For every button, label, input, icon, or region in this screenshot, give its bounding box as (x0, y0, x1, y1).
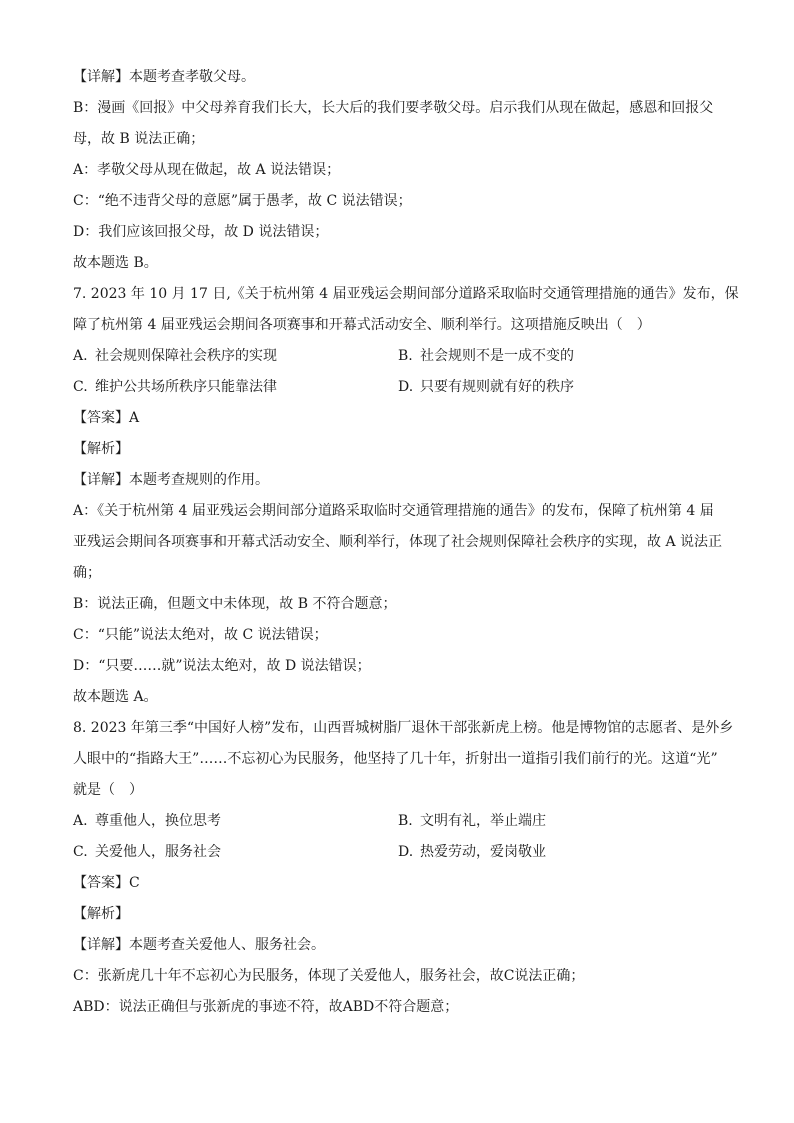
q6-detail-b-line2: 母，故 B 说法正确； (73, 131, 205, 147)
q8-stem-line3: 就是（ ） (73, 782, 143, 798)
q6-conclusion: 故本题选 B。 (73, 255, 158, 271)
q6-detail-a: A：孝敬父母从现在做起，故 A 说法错误； (73, 162, 341, 178)
q6-detail-intro: 【详解】本题考查孝敬父母。 (73, 69, 255, 85)
q7-detail-a-line1: A：《关于杭州第 4 届亚残运会期间部分道路采取临时交通管理措施的通告》的发布，保障了杭州第 4 届 (73, 503, 714, 519)
q7-detail-b: B：说法正确，但题文中未体现，故 B 不符合题意； (73, 596, 397, 612)
q7-detail-d: D：“只要……就”说法太绝对，故 D 说法错误； (73, 658, 371, 674)
q8-option-d-key: D. (398, 844, 414, 860)
q7-stem-line1: 7. 2023 年 10 月 17 日,《关于杭州第 4 届亚残运会期间部分道路采取临时交通管理措施的通告》发布，保 (73, 286, 739, 302)
q8-option-a (73, 806, 398, 837)
q8-option-b-key: B. (398, 813, 413, 829)
q7-option-d (398, 372, 723, 403)
q8-option-d (398, 837, 723, 868)
q7-conclusion: 故本题选 A。 (73, 689, 158, 705)
q8-options-row1 (73, 806, 723, 837)
q6-detail-c: C：“绝不违背父母的意愿”属于愚孝，故 C 说法错误； (73, 193, 412, 209)
q8-option-b-text: 文明有礼，举止端庄 (420, 813, 546, 829)
q8-options-row2 (73, 837, 723, 868)
q6-detail-d: D：我们应该回报父母，故 D 说法错误； (73, 224, 329, 240)
q8-option-c-key: C. (73, 844, 88, 860)
q8-option-a-text: 尊重他人，换位思考 (95, 813, 221, 829)
q8-option-c (73, 837, 398, 868)
q8-option-c-text: 关爱他人，服务社会 (95, 844, 221, 860)
q7-option-b-text: 社会规则不是一成不变的 (420, 348, 574, 364)
q7-options-row1 (73, 341, 723, 372)
q7-answer: 【答案】A (73, 410, 140, 426)
q8-stem-line2: 人眼中的“指路大王”……不忘初心为民服务，他坚持了几十年，折射出一道指引我们前行的光。这道“光” (73, 751, 718, 767)
q7-option-b-key: B. (398, 348, 413, 364)
q7-option-d-key: D. (398, 379, 414, 395)
q7-detail-intro: 【详解】本题考查规则的作用。 (73, 472, 269, 488)
q8-detail-c: C：张新虎几十年不忘初心为民服务，体现了关爱他人，服务社会，故C说法正确； (73, 968, 585, 984)
q8-analysis-heading: 【解析】 (73, 906, 129, 922)
q7-option-a (73, 341, 398, 372)
q7-options-row2 (73, 372, 723, 403)
q7-option-a-key: A. (73, 348, 88, 364)
document-page (73, 62, 739, 1023)
q8-detail-intro: 【详解】本题考查关爱他人、服务社会。 (73, 937, 325, 953)
q7-option-b (398, 341, 723, 372)
q7-stem-line2: 障了杭州第 4 届亚残运会期间各项赛事和开幕式活动安全、顺利举行。这项措施反映出（ ） (73, 317, 651, 333)
q8-option-b (398, 806, 723, 837)
q8-answer: 【答案】C (73, 875, 140, 891)
q7-detail-a-line3: 确； (73, 565, 101, 581)
q7-option-c (73, 372, 398, 403)
q7-option-d-text: 只要有规则就有好的秩序 (420, 379, 574, 395)
q8-stem-line1: 8. 2023 年第三季“中国好人榜”发布，山西晋城树脂厂退休干部张新虎上榜。他是博物馆的志愿者、是外乡 (73, 720, 734, 736)
q8-option-d-text: 热爱劳动，爱岗敬业 (420, 844, 546, 860)
q7-option-c-text: 维护公共场所秩序只能靠法律 (95, 379, 277, 395)
q7-detail-c: C：“只能”说法太绝对，故 C 说法错误； (73, 627, 328, 643)
q8-option-a-key: A. (73, 813, 88, 829)
q8-detail-abd: ABD：说法正确但与张新虎的事迹不符，故ABD不符合题意； (73, 999, 459, 1015)
q6-detail-b-line1: B：漫画《回报》中父母养育我们长大，长大后的我们要孝敬父母。启示我们从现在做起，感恩和回报父 (73, 100, 714, 116)
q7-analysis-heading: 【解析】 (73, 441, 129, 457)
q7-detail-a-line2: 亚残运会期间各项赛事和开幕式活动安全、顺利举行，体现了社会规则保障社会秩序的实现，故 A 说法正 (73, 534, 723, 550)
q7-option-c-key: C. (73, 379, 88, 395)
q7-option-a-text: 社会规则保障社会秩序的实现 (95, 348, 277, 364)
